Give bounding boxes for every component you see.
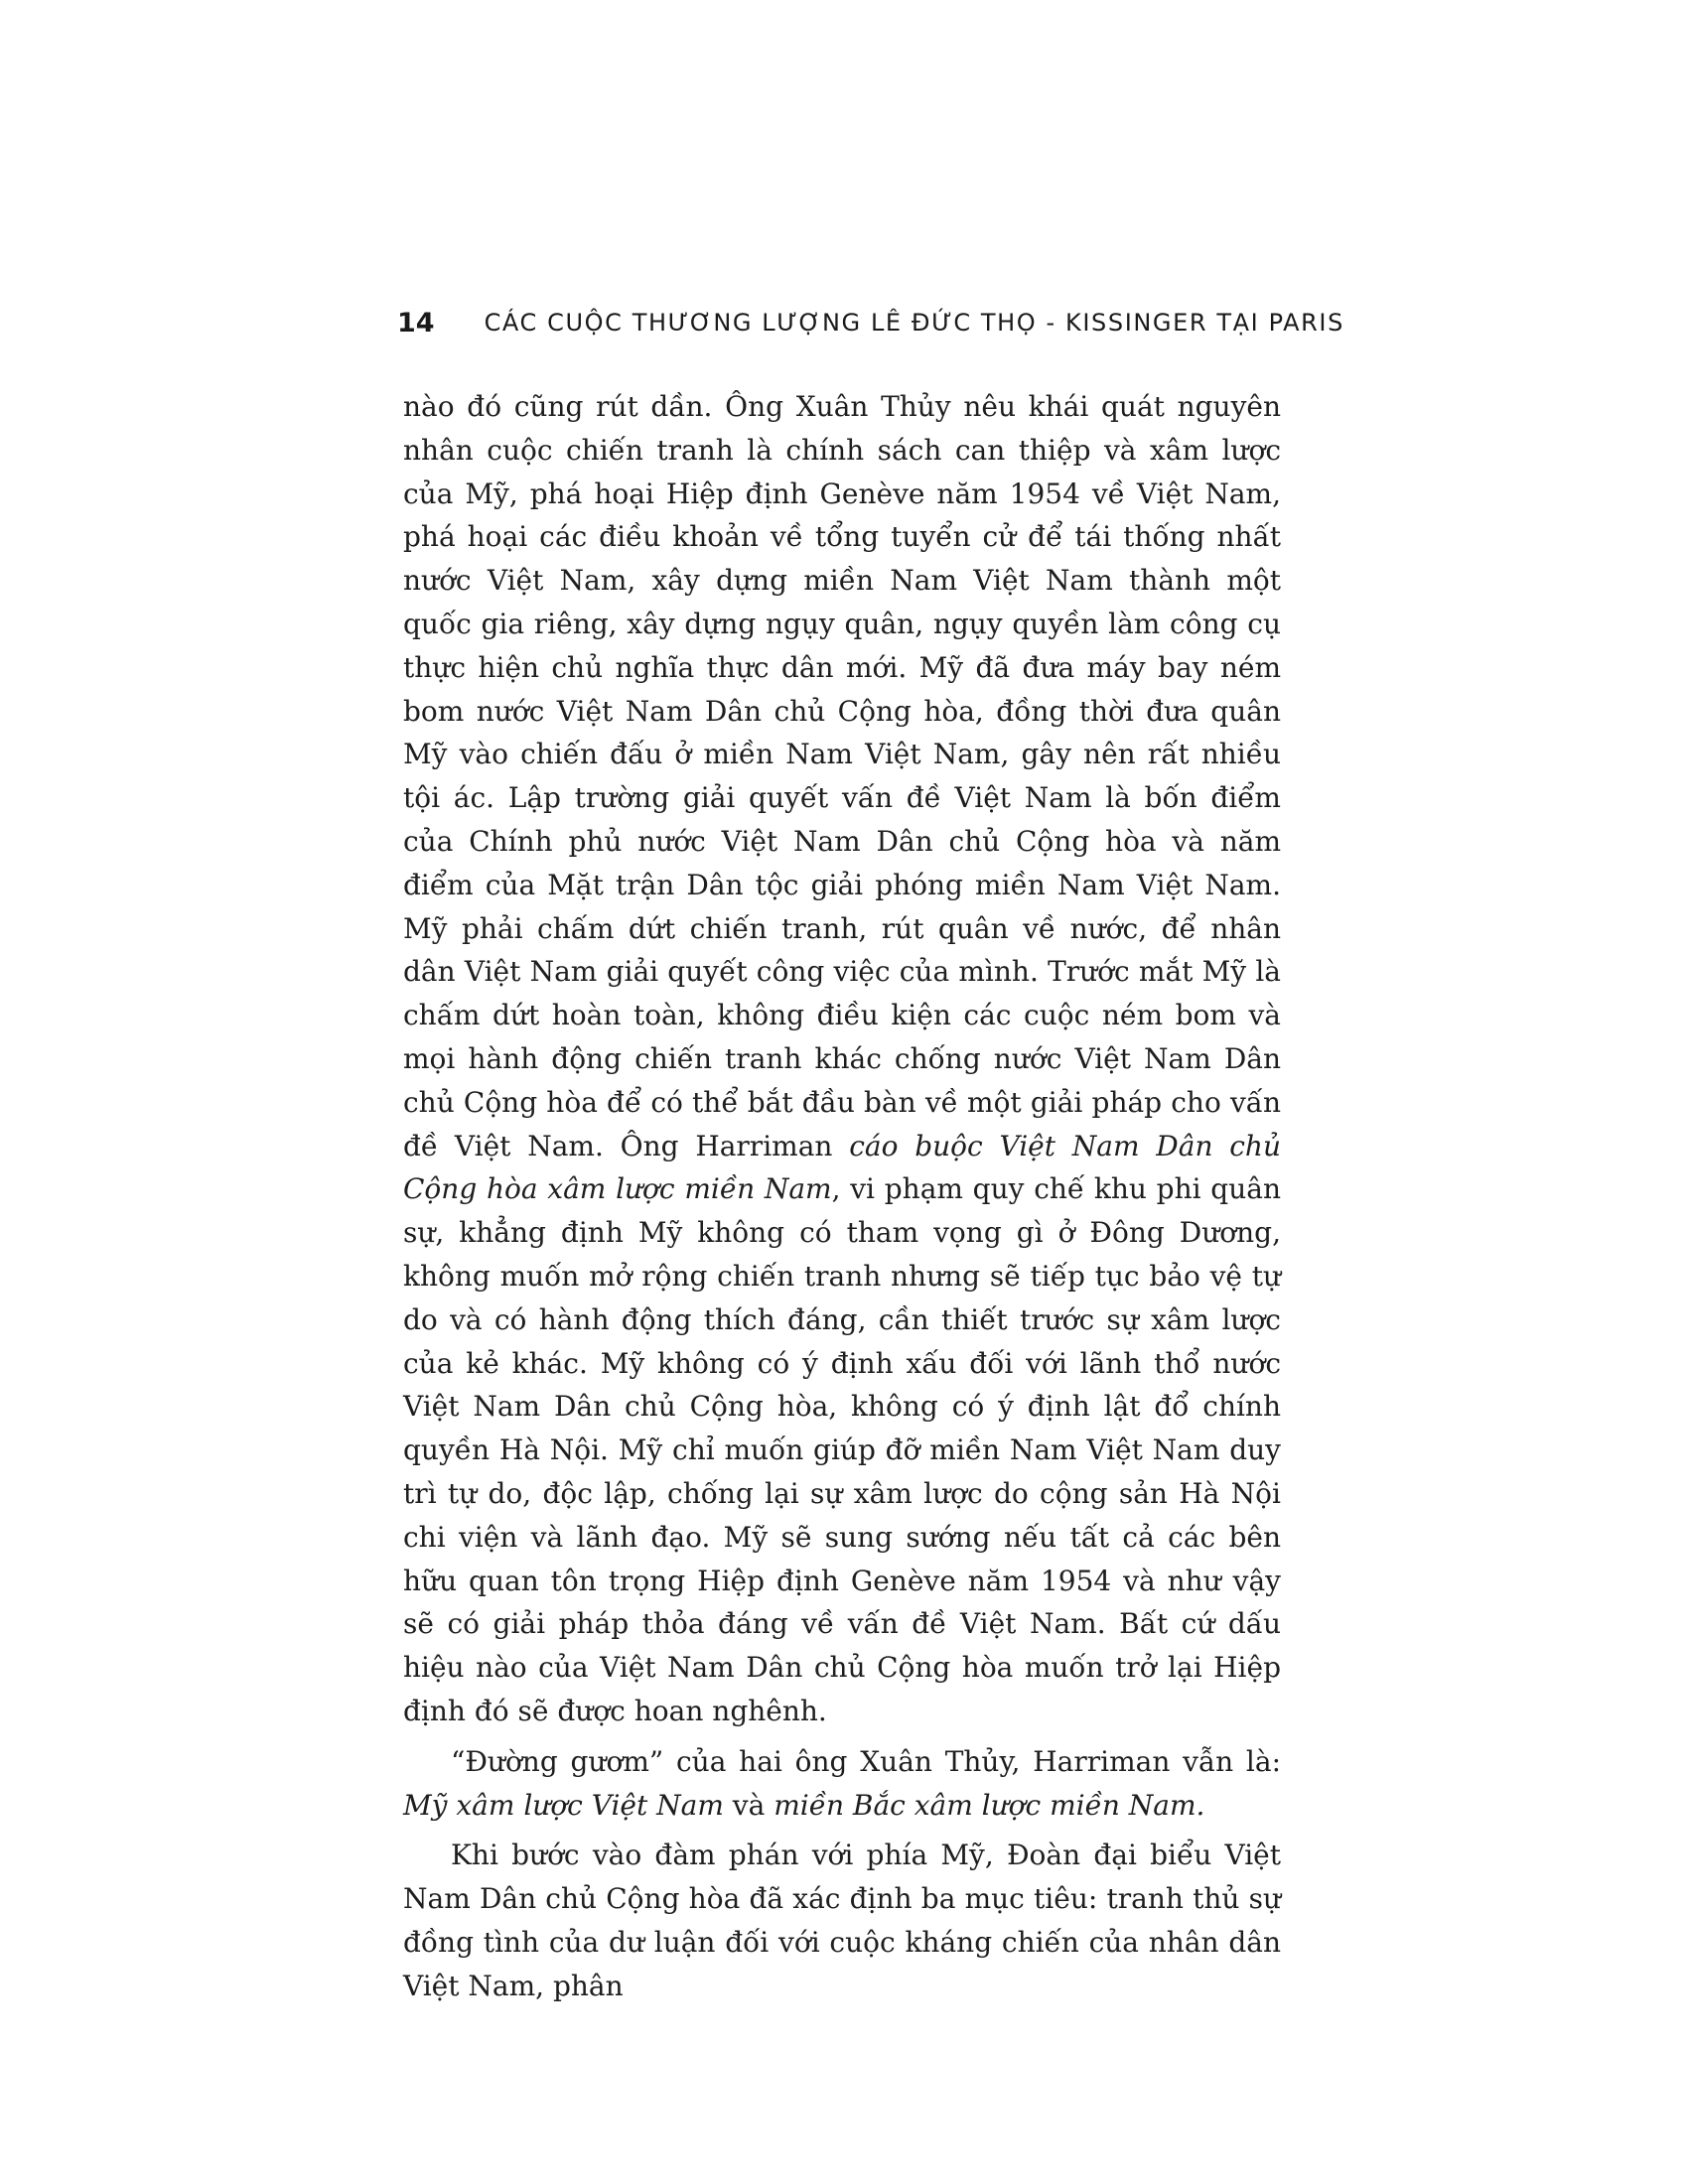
paragraph-2-italic-2: miền Bắc xâm lược miền Nam. (774, 1788, 1205, 1822)
running-header (397, 298, 1344, 347)
paragraph-1-text-2: , vi phạm quy chế khu phi quân sự, khẳng định Mỹ không có tham vọng gì ở Đông Dương, không muốn mở rộng chiến tranh nhưng sẽ tiếp tục bảo vệ tự do và có hành động thích đáng, cần thiết trước sự xâm lược của kẻ khác. Mỹ không có ý định xấu đối với lãnh thổ nước Việt Nam Dân chủ Cộng hòa, không có ý định lật đổ chính quyền Hà Nội. Mỹ chỉ muốn giúp đỡ miền Nam Việt Nam duy trì tự do, độc lập, chống lại sự xâm lược do cộng sản Hà Nội chi viện và lãnh đạo. Mỹ sẽ sung sướng nếu tất cả các bên hữu quan tôn trọng Hiệp định Genève năm 1954 và như vậy sẽ có giải pháp thỏa đáng về vấn đề Việt Nam. Bất cứ dấu hiệu nào của Việt Nam Dân chủ Cộng hòa muốn trở lại Hiệp định đó sẽ được hoan nghênh. (403, 1172, 1281, 1727)
body-text (403, 385, 1281, 2007)
paragraph-2-text-2: và (723, 1788, 774, 1822)
paragraph-2-italic-1: Mỹ xâm lược Việt Nam (403, 1788, 724, 1822)
paragraph-3-text-1: Khi bước vào đàm phán với phía Mỹ, Đoàn đại biểu Việt Nam Dân chủ Cộng hòa đã xác định ba mục tiêu: tranh thủ sự đồng tình của dư luận đối với cuộc kháng chiến của nhân dân Việt Nam, phân (403, 1839, 1281, 2002)
paragraph-3 (403, 1834, 1281, 2007)
page-number: 14 (397, 307, 435, 339)
paragraph-1-italic-1: cáo buộc Việt Nam Dân chủ Cộng hòa xâm lược miền Nam (403, 1129, 1281, 1206)
paragraph-1 (403, 385, 1281, 1733)
paragraph-2 (403, 1740, 1281, 1828)
running-title: CÁC CUỘC THƯƠNG LƯỢNG LÊ ĐỨC THỌ - KISSINGER TẠI PARIS (484, 309, 1344, 337)
paragraph-1-text-1: nào đó cũng rút dần. Ông Xuân Thủy nêu khái quát nguyên nhân cuộc chiến tranh là chính sách can thiệp và xâm lược của Mỹ, phá hoại Hiệp định Genève năm 1954 về Việt Nam, phá hoại các điều khoản về tổng tuyển cử để tái thống nhất nước Việt Nam, xây dựng miền Nam Việt Nam thành một quốc gia riêng, xây dựng ngụy quân, ngụy quyền làm công cụ thực hiện chủ nghĩa thực dân mới. Mỹ đã đưa máy bay ném bom nước Việt Nam Dân chủ Cộng hòa, đồng thời đưa quân Mỹ vào chiến đấu ở miền Nam Việt Nam, gây nên rất nhiều tội ác. Lập trường giải quyết vấn đề Việt Nam là bốn điểm của Chính phủ nước Việt Nam Dân chủ Cộng hòa và năm điểm của Mặt trận Dân tộc giải phóng miền Nam Việt Nam. Mỹ phải chấm dứt chiến tranh, rút quân về nước, để nhân dân Việt Nam giải quyết công việc của mình. Trước mắt Mỹ là chấm dứt hoàn toàn, không điều kiện các cuộc ném bom và mọi hành động chiến tranh khác chống nước Việt Nam Dân chủ Cộng hòa để có thể bắt đầu bàn về một giải pháp cho vấn đề Việt Nam. Ông Harriman (403, 390, 1281, 1162)
paragraph-2-text-1: “Đường gươm” của hai ông Xuân Thủy, Harriman vẫn là: (451, 1744, 1281, 1778)
